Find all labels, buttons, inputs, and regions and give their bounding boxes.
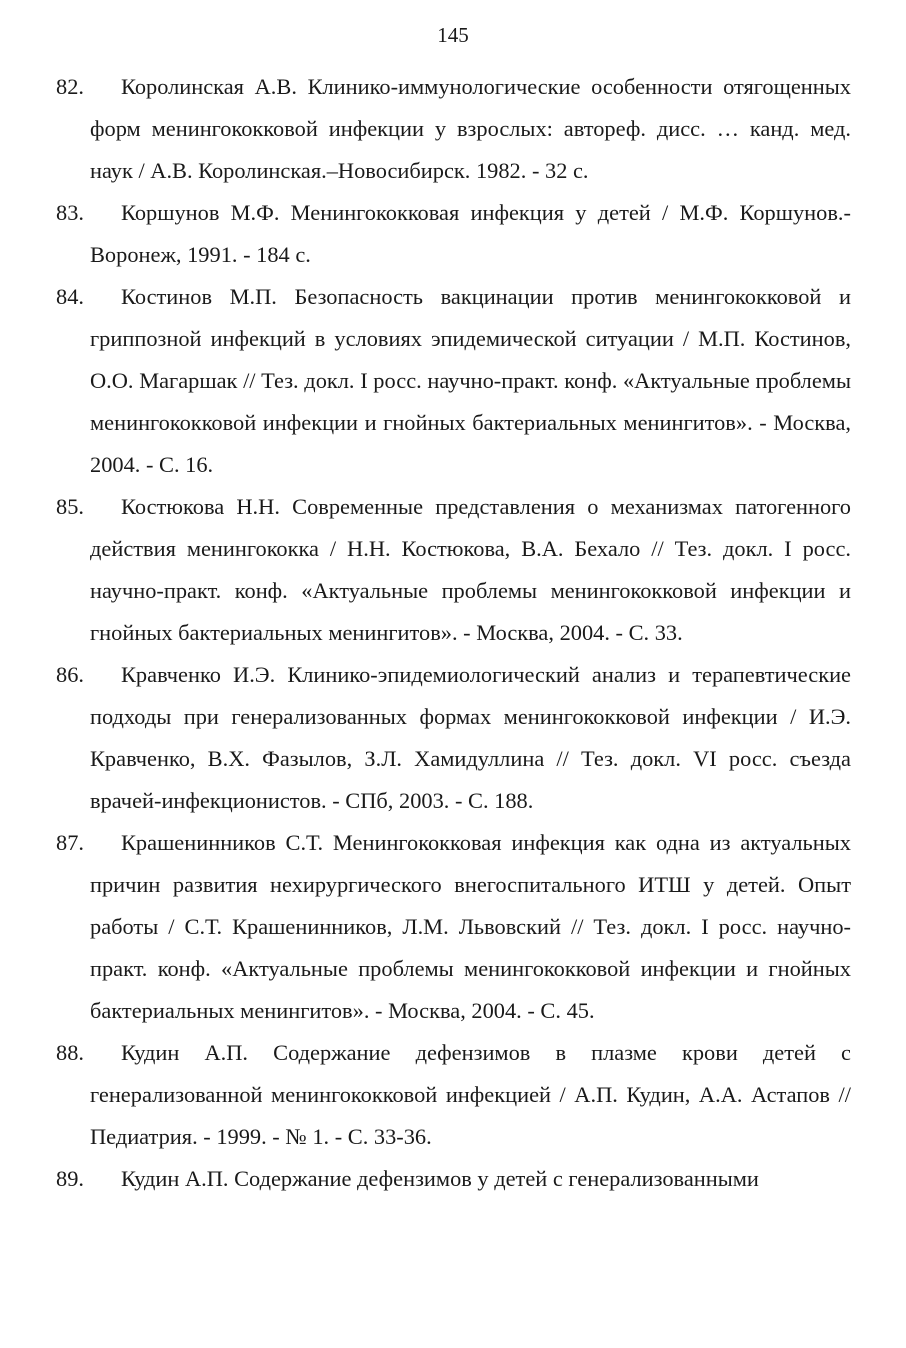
reference-number: 83.	[56, 200, 84, 225]
reference-text: Кудин А.П. Содержание дефензимов у детей с генерализованными	[121, 1166, 759, 1191]
reference-list	[56, 66, 851, 1200]
reference-number: 86.	[56, 662, 84, 687]
reference-item	[56, 66, 851, 192]
reference-text: Королинская А.В. Клинико-иммунологические особенности отягощенных форм менингококковой инфекции у взрослых: автореф. дисс. … канд. мед. наук / А.В. Королинская.–Новосибирск. 1982. - 32 с.	[90, 74, 851, 183]
reference-text: Коршунов М.Ф. Менингококковая инфекция у детей / М.Ф. Коршунов.- Воронеж, 1991. - 184 с.	[90, 200, 851, 267]
reference-number: 89.	[56, 1166, 84, 1191]
reference-item	[56, 1032, 851, 1158]
reference-number: 84.	[56, 284, 84, 309]
reference-number: 88.	[56, 1040, 84, 1065]
reference-text: Костюкова Н.Н. Современные представления о механизмах патогенного действия менингококка / Н.Н. Костюкова, В.А. Бехало // Тез. докл. I росс. научно-практ. конф. «Актуальные проблемы менингококковой инфекции и гнойных бактериальных менингитов». - Москва, 2004. - С. 33.	[90, 494, 851, 645]
reference-item	[56, 822, 851, 1032]
reference-item	[56, 1158, 851, 1200]
reference-item	[56, 654, 851, 822]
reference-item	[56, 192, 851, 276]
reference-text: Кудин А.П. Содержание дефензимов в плазме крови детей с генерализованной менингококковой инфекцией / А.П. Кудин, А.А. Астапов // Педиатрия. - 1999. - № 1. - С. 33-36.	[90, 1040, 851, 1149]
reference-text: Крашенинников С.Т. Менингококковая инфекция как одна из актуальных причин развития нехирургического внегоспитального ИТШ у детей. Опыт работы / С.Т. Крашенинников, Л.М. Львовский // Тез. докл. I росс. научно-практ. конф. «Актуальные проблемы менингококковой инфекции и гнойных бактериальных менингитов». - Москва, 2004. - С. 45.	[90, 830, 851, 1023]
page-number: 145	[437, 23, 469, 47]
reference-text: Кравченко И.Э. Клинико-эпидемиологический анализ и терапевтические подходы при генерализованных формах менингококковой инфекции / И.Э. Кравченко, В.Х. Фазылов, З.Л. Хамидуллина // Тез. докл. VI росс. съезда врачей-инфекционистов. - СПб, 2003. - С. 188.	[90, 662, 851, 813]
reference-item	[56, 276, 851, 486]
reference-number: 87.	[56, 830, 84, 855]
reference-text: Костинов М.П. Безопасность вакцинации против менингококковой и гриппозной инфекций в условиях эпидемической ситуации / М.П. Костинов, О.О. Магаршак // Тез. докл. I росс. научно-практ. конф. «Актуальные проблемы менингококковой инфекции и гнойных бактериальных менингитов». - Москва, 2004. - С. 16.	[90, 284, 851, 477]
reference-number: 82.	[56, 74, 84, 99]
reference-number: 85.	[56, 494, 84, 519]
reference-item	[56, 486, 851, 654]
